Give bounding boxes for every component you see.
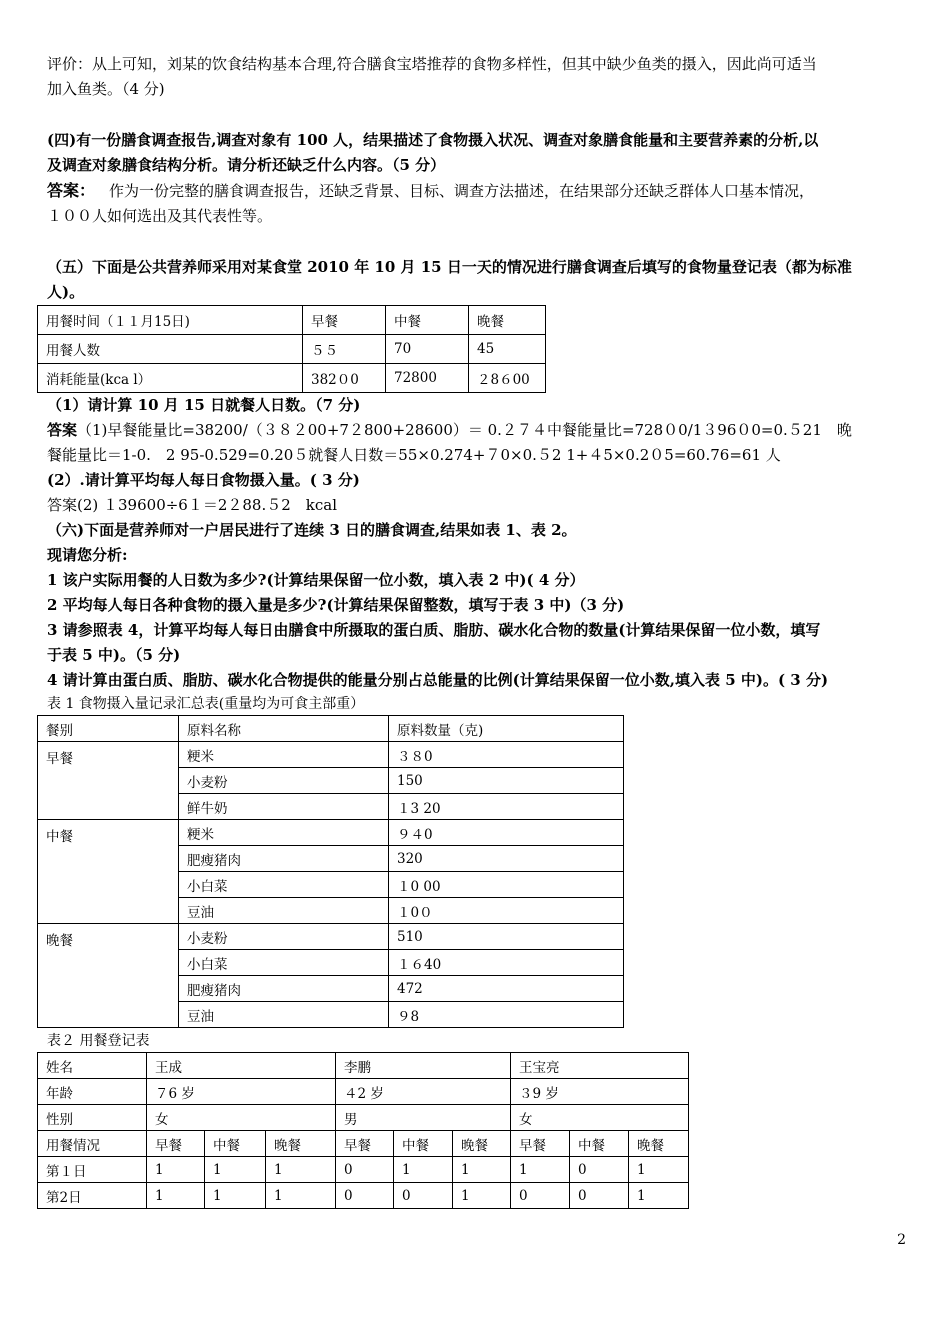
answer-5-1: [47, 418, 907, 443]
table-row: [38, 335, 546, 364]
table-cell: 70: [386, 335, 469, 364]
table-cell: 320: [389, 846, 624, 872]
meal-cell: 晚餐: [38, 924, 179, 1028]
table-cell: 1: [266, 1183, 336, 1209]
table-cell: 0: [394, 1183, 453, 1209]
question-5: （五）下面是公共营养师采用对某食堂 2010 年 10 月 15 日一天的情况进行膳食调查后填写的食物量登记表（都为标准: [47, 258, 852, 276]
document-page: [47, 52, 907, 1209]
question-6-intro: 现请您分析:: [47, 546, 128, 564]
table-cell: 1: [205, 1183, 266, 1209]
table-cell: 0: [336, 1157, 394, 1183]
table-row: [38, 1105, 689, 1131]
table-row: [38, 1079, 689, 1105]
table-cell: ３9 岁: [511, 1079, 689, 1105]
table-cell: 豆油: [179, 1002, 389, 1028]
table-cell: 1: [147, 1183, 205, 1209]
table-cell: 1: [511, 1157, 570, 1183]
table-row: [38, 924, 624, 950]
question-5-2: (2）.请计算平均每人每日食物摄入量。( 3 分): [47, 471, 360, 489]
table-cell: 72800: [386, 364, 469, 393]
question-6-item-1: 1 该户实际用餐的人日数为多少?(计算结果保留一位小数，填入表 2 中)( 4 分）: [47, 571, 585, 589]
table-cell: 510: [389, 924, 624, 950]
table-row: [38, 364, 546, 393]
table-header: 中餐: [394, 1131, 453, 1157]
table-row: [38, 1131, 689, 1157]
question-5-1: （1）请计算 10 月 15 日就餐人日数。（7 分): [47, 396, 361, 414]
table-header-row: [38, 716, 624, 742]
table-row: [38, 742, 624, 768]
table-cell: 0: [570, 1157, 629, 1183]
question-6-item-3-cont: 于表 5 中)。（5 分): [47, 646, 181, 664]
question-5-cont: 人)。: [47, 283, 85, 301]
table-row: [38, 1053, 689, 1079]
table-cell: 1: [266, 1157, 336, 1183]
table-cell: 男: [336, 1105, 511, 1131]
question-6-item-3: 3 请参照表 4，计算平均每人每日由膳食中所摄取的蛋白质、脂肪、碳水化合物的数量(计算结果保留一位小数，填写: [47, 621, 821, 639]
evaluation-text-cont: 加入鱼类。（4 分): [47, 80, 165, 98]
table-cell: 1: [205, 1157, 266, 1183]
table-row: [38, 820, 624, 846]
table-header: 晚餐: [453, 1131, 511, 1157]
table-cell: 王宝亮: [511, 1053, 689, 1079]
table-cell: 382０0: [303, 364, 386, 393]
table-header: 晚餐: [266, 1131, 336, 1157]
answer-5-1-text: （1)早餐能量比=38200/（３８２00+7２800+28600）＝ 0.２７４中餐能量比=728０0/1３96０0=0.５21 晚: [77, 421, 852, 439]
answer-5-2: 答案(2) １39600÷6１＝2２88.５2 kcal: [47, 496, 338, 514]
table-header: 早餐: [336, 1131, 394, 1157]
table-row: [38, 306, 546, 335]
table-cell: 李鹏: [336, 1053, 511, 1079]
table-cell: 1: [629, 1157, 689, 1183]
table-cell: 中餐: [386, 306, 469, 335]
answer-4-text: 作为一份完整的膳食调查报告，还缺乏背景、目标、调查方法描述，在结果部分还缺乏群体人口基本情况，: [109, 182, 815, 200]
table-cell: 豆油: [179, 898, 389, 924]
table-cell: 小白菜: [179, 872, 389, 898]
table-cell: 肥瘦猪肉: [179, 976, 389, 1002]
table-cell: ９8: [389, 1002, 624, 1028]
table-cell: 1: [394, 1157, 453, 1183]
table-cell: 姓名: [38, 1053, 147, 1079]
table-header: 早餐: [147, 1131, 205, 1157]
table-cell: 年龄: [38, 1079, 147, 1105]
table-header: 原料数量（克): [389, 716, 624, 742]
table-cell: 王成: [147, 1053, 336, 1079]
table-cell: 0: [570, 1183, 629, 1209]
table-cell: 1: [629, 1183, 689, 1209]
table-cell: 晚餐: [469, 306, 546, 335]
table-cell: 粳米: [179, 820, 389, 846]
question-4-cont: 及调查对象膳食结构分析。请分析还缺乏什么内容。（5 分）: [47, 156, 446, 174]
table-cell: １0０: [389, 898, 624, 924]
answer-4: [47, 178, 907, 204]
table-cell: ５５: [303, 335, 386, 364]
table-cell: 用餐人数: [38, 335, 303, 364]
table-cell: 肥瘦猪肉: [179, 846, 389, 872]
table-cell: 1: [453, 1183, 511, 1209]
meal-cell: 中餐: [38, 820, 179, 924]
table-cell: ３８0: [389, 742, 624, 768]
table-cell: 消耗能量(kca l）: [38, 364, 303, 393]
table-cell: 第2日: [38, 1183, 147, 1209]
meal-cell: 早餐: [38, 742, 179, 820]
question-6-item-2: 2 平均每人每日各种食物的摄入量是多少?(计算结果保留整数，填写于表 3 中)（3 分): [47, 596, 625, 614]
table-cell: 性别: [38, 1105, 147, 1131]
table-cell: 小麦粉: [179, 924, 389, 950]
table-cell: ４2 岁: [336, 1079, 511, 1105]
table-header: 早餐: [511, 1131, 570, 1157]
evaluation-text: 评价：从上可知，刘某的饮食结构基本合理,符合膳食宝塔推荐的食物多样性，但其中缺少鱼类的摄入，因此尚可适当: [47, 55, 817, 73]
table-header: 原料名称: [179, 716, 389, 742]
table-header: 中餐: [205, 1131, 266, 1157]
question-4: (四)有一份膳食调查报告,调查对象有 100 人，结果描述了食物摄入状况、调查对象膳食能量和主要营养素的分析,以: [47, 131, 819, 149]
food-intake-table: [37, 715, 624, 1028]
table-cell: 第１日: [38, 1157, 147, 1183]
table-cell: ９４0: [389, 820, 624, 846]
answer-label: 答案: [47, 421, 78, 439]
table-cell: 0: [336, 1183, 394, 1209]
table-cell: ７6 岁: [147, 1079, 336, 1105]
table-cell: 早餐: [303, 306, 386, 335]
answer-5-1-cont: 餐能量比＝1-0. 2 95-0.529=0.20５就餐人日数＝55×0.274+７0×0.５2 1+４5×0.2０5=60.76=61 人: [47, 446, 781, 464]
table-cell: ２8６00: [469, 364, 546, 393]
table-cell: 1: [147, 1157, 205, 1183]
table-cell: 小麦粉: [179, 768, 389, 794]
table-1-caption: 表 1 食物摄入量记录汇总表(重量均为可食主部重）: [47, 696, 365, 712]
meal-register-table: [37, 1052, 689, 1209]
page-number: 2: [897, 1232, 906, 1248]
answer-label: 答案：: [47, 181, 96, 200]
table-cell: 用餐情况: [38, 1131, 147, 1157]
table-cell: 女: [147, 1105, 336, 1131]
table-row: [38, 1183, 689, 1209]
table-row: [38, 1157, 689, 1183]
table-header: 餐别: [38, 716, 179, 742]
question-6: （六)下面是营养师对一户居民进行了连续 3 日的膳食调查,结果如表 1、表 2。: [47, 521, 577, 539]
table-cell: １3 20: [389, 794, 624, 820]
table-cell: 1: [453, 1157, 511, 1183]
table-cell: 150: [389, 768, 624, 794]
table-header: 中餐: [570, 1131, 629, 1157]
table-cell: １0 00: [389, 872, 624, 898]
table-cell: 472: [389, 976, 624, 1002]
table-cell: 鲜牛奶: [179, 794, 389, 820]
table-cell: 粳米: [179, 742, 389, 768]
table-cell: 女: [511, 1105, 689, 1131]
table-cell: 小白菜: [179, 950, 389, 976]
table-cell: 用餐时间（１１月15日): [38, 306, 303, 335]
table-cell: １６40: [389, 950, 624, 976]
canteen-table: [37, 305, 546, 393]
table-header: 晚餐: [629, 1131, 689, 1157]
table-cell: 45: [469, 335, 546, 364]
question-6-item-4: 4 请计算由蛋白质、脂肪、碳水化合物提供的能量分别占总能量的比例(计算结果保留一位小数,填入表 5 中)。( 3 分): [47, 671, 829, 689]
table-2-caption: 表２ 用餐登记表: [47, 1033, 150, 1049]
answer-4-cont: １００人如何选出及其代表性等。: [47, 207, 273, 225]
table-cell: 0: [511, 1183, 570, 1209]
